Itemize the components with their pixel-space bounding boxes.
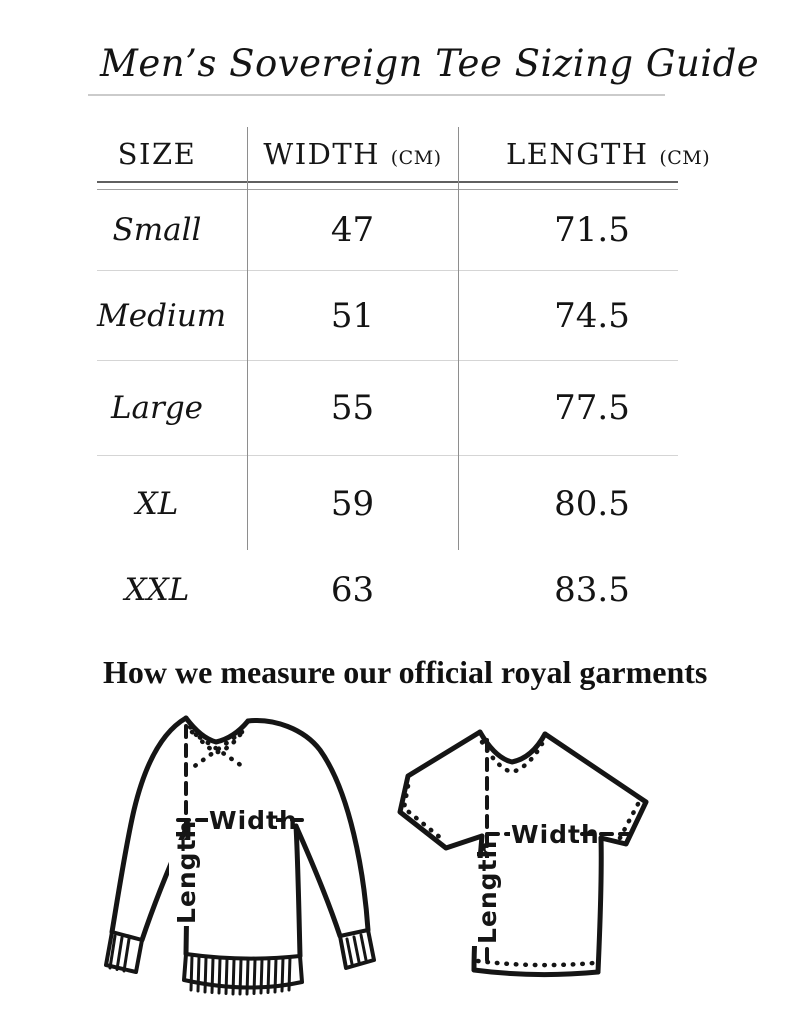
tee-width-label: Width [511, 820, 600, 849]
sweater-right-side [296, 826, 300, 956]
sweater-chest-stitch [192, 732, 242, 768]
tee-diagram [390, 712, 665, 1002]
title-divider [88, 94, 665, 96]
size-label: Small [112, 212, 202, 248]
tee-length-label: Length [473, 839, 502, 944]
length-value: 80.5 [554, 483, 630, 524]
width-value: 63 [330, 570, 375, 610]
table-row-small [97, 190, 678, 271]
tee-bottom-hem [474, 970, 598, 975]
sweater-right-cuff-ribbing [347, 935, 366, 964]
length-header-unit: (CM) [659, 147, 711, 169]
sweater-neckline [186, 718, 248, 742]
page-title: Men’s Sovereign Tee Sizing Guide [100, 42, 760, 85]
sweater-width-label: Width [209, 806, 298, 835]
table-row-xxl [97, 551, 678, 629]
length-header-label: LENGTH [506, 137, 649, 171]
tee-neckline [480, 732, 545, 762]
size-label: Large [110, 390, 204, 426]
length-value: 83.5 [554, 570, 630, 610]
sweater-right-underarm [296, 826, 340, 936]
column-header-size: SIZE [117, 137, 197, 171]
column-divider-1 [247, 127, 248, 550]
width-value: 51 [330, 295, 375, 336]
size-label: Medium [97, 297, 227, 334]
tee-hem-seam [478, 961, 594, 965]
width-value: 55 [330, 388, 375, 428]
length-value: 74.5 [554, 295, 630, 336]
header-double-rule [97, 181, 678, 190]
tee-right-side [598, 838, 601, 972]
table-row-medium [97, 271, 678, 361]
size-label: XL [135, 485, 179, 522]
sweater-hem-ribbing [191, 956, 290, 994]
width-value: 47 [330, 210, 375, 250]
section-heading: How we measure our official royal garments [103, 654, 708, 690]
table-row-xl [97, 456, 678, 551]
table-row-large [97, 361, 678, 456]
column-header-length [458, 137, 711, 171]
length-value: 71.5 [554, 210, 630, 250]
size-label: XXL [124, 572, 190, 608]
column-divider-2 [458, 127, 459, 550]
tee-left-sleeve [400, 732, 482, 848]
sweater-diagram [98, 702, 383, 1002]
length-value: 77.5 [554, 388, 630, 428]
size-table [97, 127, 711, 629]
width-header-label: WIDTH [263, 137, 381, 171]
width-header-unit: (CM) [390, 147, 442, 169]
width-value: 59 [330, 483, 375, 524]
sweater-length-label: Length [172, 819, 201, 924]
table-header-row [97, 127, 711, 181]
column-header-width [247, 137, 458, 171]
